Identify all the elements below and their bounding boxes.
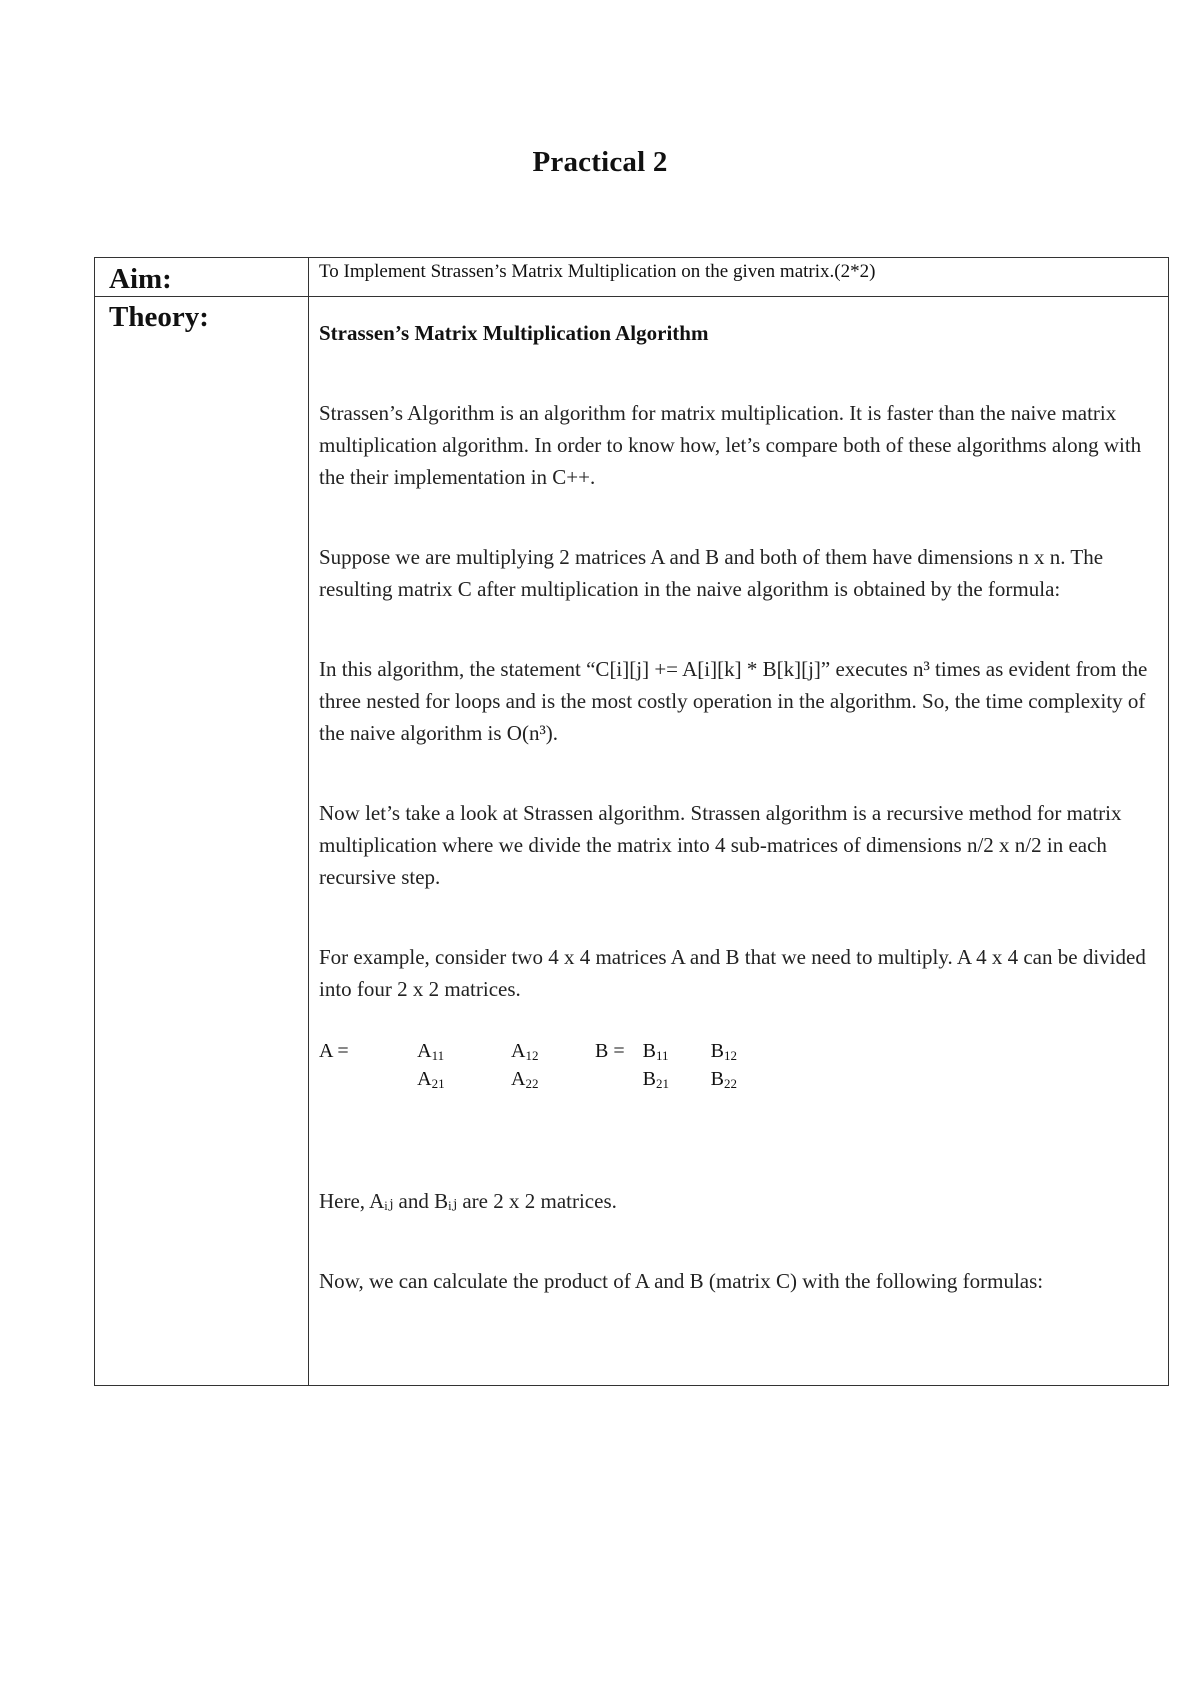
here-text: Here, Aᵢⱼ and Bᵢⱼ are 2 x 2 matrices.	[319, 1189, 617, 1213]
aim-label-cell	[95, 258, 309, 297]
theory-row	[95, 297, 1169, 1386]
matrix-b-cell: $B_{11}$	[642, 1040, 669, 1063]
theory-paragraph: Strassen’s Algorithm is an algorithm for matrix multiplication. It is faster than the naive matrix multiplication algorithm. In order to know how, let’s compare both of these algorithms along with the their implementation in C++.	[319, 401, 1142, 489]
now-text: Now, we can calculate the product of A and B (matrix C) with the following formulas:	[319, 1269, 1044, 1293]
matrix-a-cell: $A_{12}$	[511, 1040, 539, 1063]
theory-paragraph: Suppose we are multiplying 2 matrices A and B and both of them have dimensions n x n. The resulting matrix C after multiplication in the naive algorithm is obtained by the formula:	[319, 545, 1104, 601]
page-title: Practical 2	[532, 146, 668, 178]
matrix-b-prefix: B =	[595, 1040, 625, 1062]
practical-table	[94, 257, 1169, 1386]
theory-content	[309, 297, 1169, 1386]
theory-paragraph: Now let’s take a look at Strassen algorithm. Strassen algorithm is a recursive method for matrix multiplication where we divide the matrix into 4 sub-matrices of dimensions n/2 x n/2 in each recursive step.	[319, 801, 1122, 889]
matrix-b-cell: $B_{22}$	[710, 1068, 737, 1091]
theory-heading: Strassen’s Matrix Multiplication Algorithm	[319, 321, 709, 345]
matrix-b-cell: $B_{12}$	[710, 1040, 737, 1063]
theory-label: Theory:	[109, 301, 209, 333]
matrix-a-cell: $A_{11}$	[417, 1040, 445, 1063]
matrix-a-prefix: A =	[319, 1040, 349, 1062]
aim-row	[95, 258, 1169, 297]
matrix-b-cell: $B_{21}$	[642, 1068, 669, 1091]
matrix-a-cell: $A_{21}$	[417, 1068, 445, 1091]
theory-paragraph: In this algorithm, the statement “C[i][j] += A[i][k] * B[k][j]” executes n³ times as evident from the three nested for loops and is the most costly operation in the algorithm. So, the time complexity of the naive algorithm is O(n³).	[319, 657, 1148, 745]
block-matrices	[319, 1037, 1156, 1093]
aim-label: Aim:	[109, 263, 172, 295]
aim-text: To Implement Strassen’s Matrix Multiplication on the given matrix.(2*2)	[309, 258, 1169, 297]
theory-paragraph: For example, consider two 4 x 4 matrices A and B that we need to multiply. A 4 x 4 can be divided into four 2 x 2 matrices.	[319, 945, 1146, 1001]
matrix-a-cell: $A_{22}$	[511, 1068, 539, 1091]
matrix-b	[595, 1037, 763, 1093]
theory-label-cell	[95, 297, 309, 1386]
matrix-a	[319, 1037, 595, 1093]
